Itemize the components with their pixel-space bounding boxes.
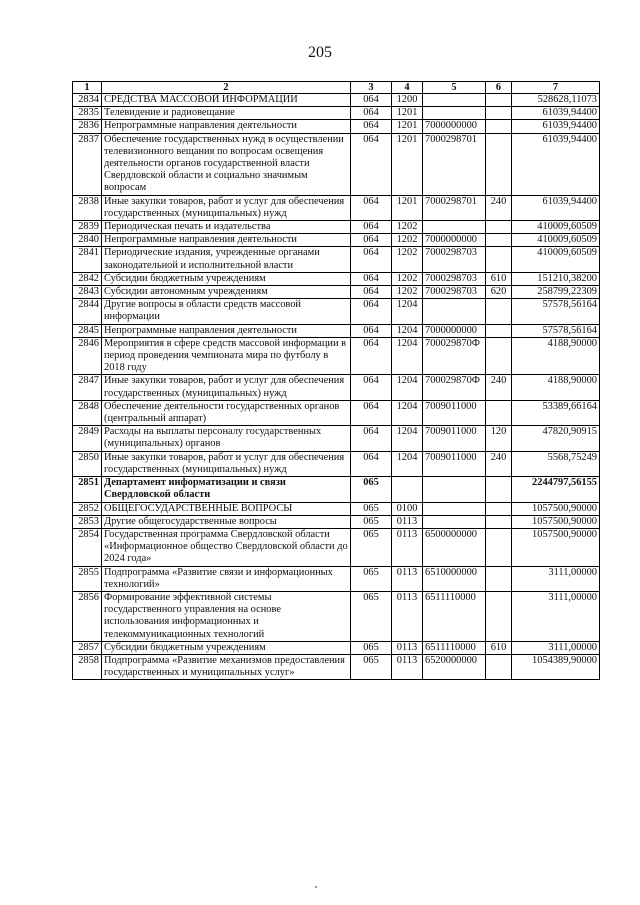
row-section-code-cell: 0113 — [392, 515, 423, 528]
row-amount-cell: 2244797,56155 — [512, 477, 600, 502]
row-ministry-code-cell: 065 — [351, 641, 392, 654]
header-cell: 1 — [73, 82, 102, 94]
header-cell: 6 — [486, 82, 512, 94]
row-ministry-code-cell: 065 — [351, 477, 392, 502]
row-expense-type-cell — [486, 502, 512, 515]
row-ministry-code-cell: 065 — [351, 654, 392, 679]
row-amount-cell: 61039,94400 — [512, 107, 600, 120]
row-expense-type-cell — [486, 234, 512, 247]
row-name-cell: Иные закупки товаров, работ и услуг для обеспечения государственных (муниципальных) нужд — [102, 451, 351, 476]
row-ministry-code-cell: 065 — [351, 502, 392, 515]
header-cell: 5 — [423, 82, 486, 94]
row-number-cell: 2835 — [73, 107, 102, 120]
table-row — [73, 528, 600, 566]
row-number-cell: 2847 — [73, 375, 102, 400]
row-amount-cell: 410009,60509 — [512, 247, 600, 272]
table-row — [73, 272, 600, 285]
row-target-code-cell: 7000000000 — [423, 234, 486, 247]
row-expense-type-cell — [486, 247, 512, 272]
row-expense-type-cell — [486, 133, 512, 195]
row-expense-type-cell: 610 — [486, 272, 512, 285]
row-section-code-cell: 1204 — [392, 375, 423, 400]
page-number: 205 — [308, 44, 332, 61]
row-amount-cell: 47820,90915 — [512, 426, 600, 451]
row-target-code-cell — [423, 502, 486, 515]
row-section-code-cell: 0113 — [392, 566, 423, 591]
header-cell: 2 — [102, 82, 351, 94]
row-ministry-code-cell: 064 — [351, 299, 392, 324]
row-ministry-code-cell: 064 — [351, 120, 392, 133]
row-target-code-cell: 7000298701 — [423, 195, 486, 220]
table-row — [73, 502, 600, 515]
row-expense-type-cell — [486, 324, 512, 337]
row-number-cell: 2858 — [73, 654, 102, 679]
row-name-cell: Формирование эффективной системы государственного управления на основе использования информационных и телекоммуникационных технологий — [102, 591, 351, 641]
row-amount-cell: 258799,22309 — [512, 286, 600, 299]
row-ministry-code-cell: 064 — [351, 133, 392, 195]
row-target-code-cell — [423, 515, 486, 528]
row-section-code-cell: 1202 — [392, 272, 423, 285]
table-row — [73, 133, 600, 195]
row-section-code-cell: 1201 — [392, 120, 423, 133]
row-ministry-code-cell: 064 — [351, 107, 392, 120]
row-amount-cell: 57578,56164 — [512, 324, 600, 337]
row-section-code-cell: 1201 — [392, 107, 423, 120]
row-expense-type-cell — [486, 221, 512, 234]
row-section-code-cell: 0100 — [392, 502, 423, 515]
row-amount-cell: 410009,60509 — [512, 234, 600, 247]
row-ministry-code-cell: 064 — [351, 324, 392, 337]
table-row — [73, 477, 600, 502]
row-number-cell: 2854 — [73, 528, 102, 566]
table-row — [73, 221, 600, 234]
row-amount-cell: 61039,94400 — [512, 120, 600, 133]
table-row — [73, 451, 600, 476]
row-name-cell: СРЕДСТВА МАССОВОЙ ИНФОРМАЦИИ — [102, 94, 351, 107]
row-number-cell: 2848 — [73, 400, 102, 425]
row-section-code-cell: 0113 — [392, 591, 423, 641]
row-target-code-cell: 6511110000 — [423, 591, 486, 641]
row-expense-type-cell — [486, 566, 512, 591]
row-name-cell: Другие общегосударственные вопросы — [102, 515, 351, 528]
row-section-code-cell: 0113 — [392, 641, 423, 654]
row-target-code-cell: 7000000000 — [423, 120, 486, 133]
row-amount-cell: 1057500,90000 — [512, 515, 600, 528]
row-name-cell: Периодические издания, учрежденные органами законодательной и исполнительной власти — [102, 247, 351, 272]
row-expense-type-cell: 620 — [486, 286, 512, 299]
table-row — [73, 426, 600, 451]
row-ministry-code-cell: 064 — [351, 451, 392, 476]
header-cell: 7 — [512, 82, 600, 94]
row-expense-type-cell — [486, 299, 512, 324]
row-number-cell: 2845 — [73, 324, 102, 337]
row-section-code-cell: 1200 — [392, 94, 423, 107]
table-row — [73, 591, 600, 641]
row-name-cell: Субсидии бюджетным учреждениям — [102, 641, 351, 654]
row-section-code-cell: 1201 — [392, 133, 423, 195]
row-expense-type-cell: 610 — [486, 641, 512, 654]
row-amount-cell: 3111,00000 — [512, 591, 600, 641]
row-section-code-cell: 1202 — [392, 221, 423, 234]
table-row — [73, 120, 600, 133]
table-row — [73, 566, 600, 591]
row-amount-cell: 4188,90000 — [512, 375, 600, 400]
row-name-cell: Подпрограмма «Развитие механизмов предоставления государственных и муниципальных услуг» — [102, 654, 351, 679]
row-ministry-code-cell: 064 — [351, 400, 392, 425]
table-row — [73, 286, 600, 299]
row-name-cell: Другие вопросы в области средств массовой информации — [102, 299, 351, 324]
row-ministry-code-cell: 065 — [351, 515, 392, 528]
row-name-cell: Субсидии автономным учреждениям — [102, 286, 351, 299]
row-amount-cell: 410009,60509 — [512, 221, 600, 234]
row-name-cell: Государственная программа Свердловской области «Информационное общество Свердловской области до 2024 года» — [102, 528, 351, 566]
row-ministry-code-cell: 064 — [351, 234, 392, 247]
row-section-code-cell: 1202 — [392, 234, 423, 247]
row-section-code-cell: 0113 — [392, 654, 423, 679]
row-name-cell: Иные закупки товаров, работ и услуг для обеспечения государственных (муниципальных) нужд — [102, 195, 351, 220]
row-number-cell: 2840 — [73, 234, 102, 247]
row-name-cell: Телевидение и радиовещание — [102, 107, 351, 120]
row-section-code-cell — [392, 477, 423, 502]
scan-speck — [315, 886, 317, 888]
row-expense-type-cell — [486, 400, 512, 425]
row-target-code-cell: 700029870Ф — [423, 337, 486, 375]
row-target-code-cell: 6520000000 — [423, 654, 486, 679]
header-cell: 3 — [351, 82, 392, 94]
table-row — [73, 107, 600, 120]
row-number-cell: 2857 — [73, 641, 102, 654]
row-number-cell: 2844 — [73, 299, 102, 324]
budget-table — [72, 81, 600, 680]
row-target-code-cell — [423, 299, 486, 324]
row-section-code-cell: 1204 — [392, 400, 423, 425]
row-expense-type-cell — [486, 120, 512, 133]
row-amount-cell: 3111,00000 — [512, 566, 600, 591]
row-amount-cell: 3111,00000 — [512, 641, 600, 654]
row-target-code-cell — [423, 221, 486, 234]
row-ministry-code-cell: 064 — [351, 286, 392, 299]
row-name-cell: Непрограммные направления деятельности — [102, 120, 351, 133]
row-expense-type-cell: 120 — [486, 426, 512, 451]
row-amount-cell: 4188,90000 — [512, 337, 600, 375]
table-body — [73, 94, 600, 680]
row-target-code-cell: 7000000000 — [423, 324, 486, 337]
row-amount-cell: 1057500,90000 — [512, 502, 600, 515]
row-section-code-cell: 1204 — [392, 426, 423, 451]
row-target-code-cell: 6511110000 — [423, 641, 486, 654]
row-number-cell: 2851 — [73, 477, 102, 502]
row-number-cell: 2853 — [73, 515, 102, 528]
table-row — [73, 94, 600, 107]
row-ministry-code-cell: 064 — [351, 94, 392, 107]
row-amount-cell: 5568,75249 — [512, 451, 600, 476]
table-row — [73, 247, 600, 272]
row-name-cell: Обеспечение деятельности государственных органов (центральный аппарат) — [102, 400, 351, 425]
row-number-cell: 2855 — [73, 566, 102, 591]
row-ministry-code-cell: 064 — [351, 426, 392, 451]
row-name-cell: Непрограммные направления деятельности — [102, 234, 351, 247]
row-expense-type-cell: 240 — [486, 195, 512, 220]
row-name-cell: Обеспечение государственных нужд в осуществлении телевизионного вещания по вопросам освещения деятельности органов государственной власти Свердловской области и социально значимым вопросам — [102, 133, 351, 195]
row-number-cell: 2842 — [73, 272, 102, 285]
row-expense-type-cell — [486, 477, 512, 502]
row-expense-type-cell — [486, 591, 512, 641]
row-target-code-cell: 7009011000 — [423, 400, 486, 425]
row-amount-cell: 528628,11073 — [512, 94, 600, 107]
row-expense-type-cell — [486, 337, 512, 375]
row-name-cell: Непрограммные направления деятельности — [102, 324, 351, 337]
row-number-cell: 2846 — [73, 337, 102, 375]
row-number-cell: 2841 — [73, 247, 102, 272]
row-expense-type-cell: 240 — [486, 451, 512, 476]
row-target-code-cell: 7000298701 — [423, 133, 486, 195]
row-ministry-code-cell: 064 — [351, 221, 392, 234]
row-target-code-cell: 6500000000 — [423, 528, 486, 566]
row-section-code-cell: 1202 — [392, 286, 423, 299]
row-name-cell: Расходы на выплаты персоналу государственных (муниципальных) органов — [102, 426, 351, 451]
row-name-cell: Подпрограмма «Развитие связи и информационных технологий» — [102, 566, 351, 591]
row-ministry-code-cell: 065 — [351, 528, 392, 566]
row-number-cell: 2849 — [73, 426, 102, 451]
row-ministry-code-cell: 064 — [351, 195, 392, 220]
row-name-cell: Периодическая печать и издательства — [102, 221, 351, 234]
row-number-cell: 2843 — [73, 286, 102, 299]
row-name-cell: ОБЩЕГОСУДАРСТВЕННЫЕ ВОПРОСЫ — [102, 502, 351, 515]
row-amount-cell: 151210,38200 — [512, 272, 600, 285]
row-expense-type-cell — [486, 515, 512, 528]
row-amount-cell: 1054389,90000 — [512, 654, 600, 679]
row-expense-type-cell — [486, 654, 512, 679]
row-section-code-cell: 1202 — [392, 247, 423, 272]
row-number-cell: 2856 — [73, 591, 102, 641]
row-amount-cell: 53389,66164 — [512, 400, 600, 425]
row-section-code-cell: 1204 — [392, 324, 423, 337]
row-target-code-cell: 6510000000 — [423, 566, 486, 591]
row-number-cell: 2852 — [73, 502, 102, 515]
table-row — [73, 337, 600, 375]
row-ministry-code-cell: 064 — [351, 272, 392, 285]
row-ministry-code-cell: 064 — [351, 375, 392, 400]
row-target-code-cell: 7009011000 — [423, 451, 486, 476]
row-number-cell: 2836 — [73, 120, 102, 133]
table-row — [73, 299, 600, 324]
row-ministry-code-cell: 065 — [351, 591, 392, 641]
row-number-cell: 2834 — [73, 94, 102, 107]
header-row — [73, 82, 600, 94]
row-target-code-cell — [423, 94, 486, 107]
row-section-code-cell: 1201 — [392, 195, 423, 220]
table-row — [73, 641, 600, 654]
row-target-code-cell: 7000298703 — [423, 286, 486, 299]
row-name-cell: Департамент информатизации и связи Свердловской области — [102, 477, 351, 502]
row-section-code-cell: 1204 — [392, 337, 423, 375]
row-section-code-cell: 0113 — [392, 528, 423, 566]
row-ministry-code-cell: 064 — [351, 337, 392, 375]
row-number-cell: 2838 — [73, 195, 102, 220]
table-row — [73, 234, 600, 247]
header-cell: 4 — [392, 82, 423, 94]
row-target-code-cell — [423, 107, 486, 120]
row-number-cell: 2850 — [73, 451, 102, 476]
table-row — [73, 324, 600, 337]
row-target-code-cell: 7000298703 — [423, 272, 486, 285]
table-row — [73, 515, 600, 528]
row-section-code-cell: 1204 — [392, 299, 423, 324]
row-amount-cell: 61039,94400 — [512, 133, 600, 195]
row-section-code-cell: 1204 — [392, 451, 423, 476]
row-number-cell: 2839 — [73, 221, 102, 234]
row-expense-type-cell — [486, 94, 512, 107]
row-amount-cell: 1057500,90000 — [512, 528, 600, 566]
row-ministry-code-cell: 065 — [351, 566, 392, 591]
row-name-cell: Субсидии бюджетным учреждениям — [102, 272, 351, 285]
row-amount-cell: 57578,56164 — [512, 299, 600, 324]
row-amount-cell: 61039,94400 — [512, 195, 600, 220]
row-expense-type-cell — [486, 528, 512, 566]
row-name-cell: Мероприятия в сфере средств массовой информации в период проведения чемпионата мира по футболу в 2018 году — [102, 337, 351, 375]
row-target-code-cell: 7009011000 — [423, 426, 486, 451]
row-target-code-cell: 700029870Ф — [423, 375, 486, 400]
row-target-code-cell: 7000298703 — [423, 247, 486, 272]
row-expense-type-cell: 240 — [486, 375, 512, 400]
table-row — [73, 375, 600, 400]
row-expense-type-cell — [486, 107, 512, 120]
table-row — [73, 654, 600, 679]
row-number-cell: 2837 — [73, 133, 102, 195]
table-row — [73, 400, 600, 425]
table-row — [73, 195, 600, 220]
row-name-cell: Иные закупки товаров, работ и услуг для обеспечения государственных (муниципальных) нужд — [102, 375, 351, 400]
row-ministry-code-cell: 064 — [351, 247, 392, 272]
row-target-code-cell — [423, 477, 486, 502]
